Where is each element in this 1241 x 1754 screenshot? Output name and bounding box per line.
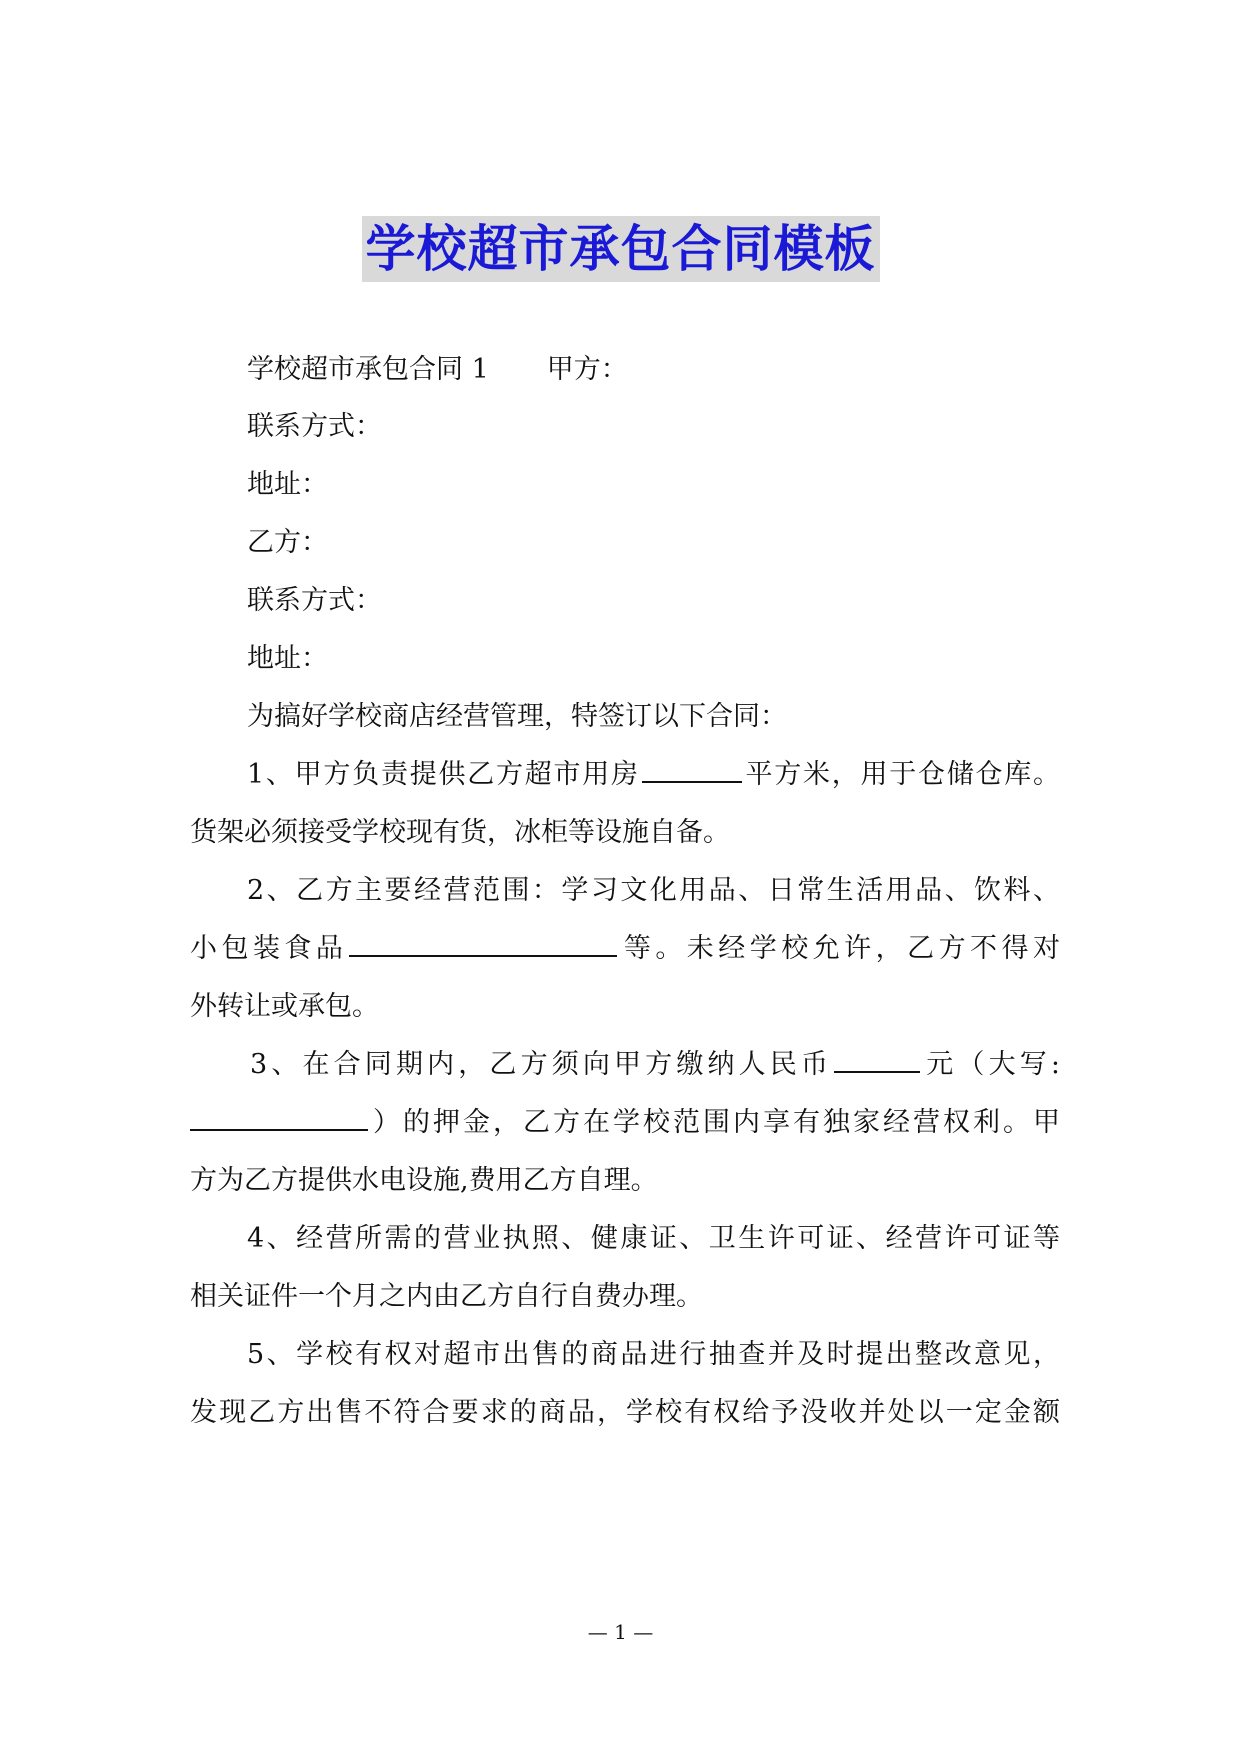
contract-label: 学校超市承包合同 1 xyxy=(247,354,489,385)
blank-area-field xyxy=(642,755,742,783)
clause-3-line-3: 方为乙方提供水电设施,费用乙方自理。 xyxy=(190,1165,658,1196)
intro-line: 为搞好学校商店经营管理，特签订以下合同： xyxy=(247,701,787,732)
contact-b-line: 联系方式： xyxy=(247,585,382,616)
blank-deposit-words-field xyxy=(190,1103,368,1131)
clause-1-text-b: 平方米，用于仓储仓库。 xyxy=(743,759,1060,790)
clause-5-line-1: 5、学校有权对超市出售的商品进行抽查并及时提出整改意见， xyxy=(247,1339,1060,1370)
clause-3-line-2 xyxy=(190,1103,1060,1143)
contact-a-line: 联系方式： xyxy=(247,411,382,442)
clause-3-line-1 xyxy=(250,1045,1060,1085)
clause-5-line-2: 发现乙方出售不符合要求的商品，学校有权给予没收并处以一定金额 xyxy=(190,1397,1060,1428)
clause-4-line-2: 相关证件一个月之内由乙方自行自费办理。 xyxy=(190,1281,703,1312)
clause-2-text-a: 小包装食品 xyxy=(190,933,348,964)
blank-scope-field xyxy=(349,929,617,957)
clause-3-text-b: 元（大写: xyxy=(922,1049,1060,1080)
clause-3-text-c: ）的押金，乙方在学校范围内享有独家经营权利。甲 xyxy=(370,1107,1060,1138)
clause-2-line-2 xyxy=(190,929,1060,969)
document-title: 学校超市承包合同模板 xyxy=(362,216,880,282)
header-line xyxy=(247,350,1060,390)
blank-deposit-field xyxy=(834,1045,920,1073)
clause-2-text-b: 等。未经学校允许，乙方不得对 xyxy=(619,933,1061,964)
clause-2-line-3: 外转让或承包。 xyxy=(190,991,379,1022)
address-b-line: 地址： xyxy=(247,643,328,674)
title-container xyxy=(0,216,1241,282)
clause-2-line-1: 2、乙方主要经营范围：学习文化用品、日常生活用品、饮料、 xyxy=(247,875,1060,906)
page-number: — 1 — xyxy=(587,1620,654,1644)
party-b-line: 乙方： xyxy=(247,527,328,558)
party-a-label: 甲方： xyxy=(546,354,628,385)
clause-1-line-1 xyxy=(247,755,1060,795)
clause-1-text-a: 1、甲方负责提供乙方超市用房 xyxy=(247,759,640,790)
clause-4-line-1: 4、经营所需的营业执照、健康证、卫生许可证、经营许可证等 xyxy=(247,1223,1060,1254)
clause-1-line-2: 货架必须接受学校现有货，冰柜等设施自备。 xyxy=(190,817,730,848)
address-a-line: 地址： xyxy=(247,469,328,500)
clause-3-text-a: 3、在合同期内，乙方须向甲方缴纳人民币 xyxy=(250,1049,833,1080)
